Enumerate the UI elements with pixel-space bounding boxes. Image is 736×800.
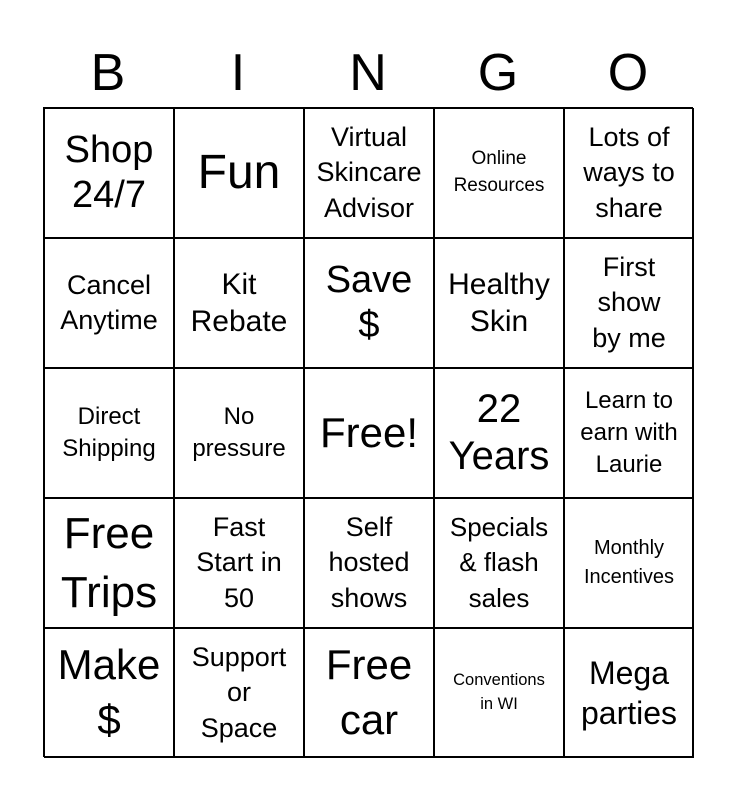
bingo-header — [43, 40, 693, 106]
bingo-cell[interactable]: First show by me — [564, 238, 694, 368]
bingo-cell[interactable]: Monthly Incentives — [564, 498, 694, 628]
bingo-board — [43, 107, 693, 757]
bingo-cell[interactable]: Cancel Anytime — [44, 238, 174, 368]
bingo-cell[interactable]: Save $ — [304, 238, 434, 368]
bingo-cell[interactable]: Fast Start in 50 — [174, 498, 304, 628]
bingo-cell[interactable]: Online Resources — [434, 108, 564, 238]
bingo-cell[interactable]: No pressure — [174, 368, 304, 498]
bingo-cell[interactable]: Free car — [304, 628, 434, 758]
bingo-cell[interactable]: 22 Years — [434, 368, 564, 498]
bingo-cell[interactable]: Virtual Skincare Advisor — [304, 108, 434, 238]
header-letter-n: N — [349, 44, 387, 102]
bingo-cell[interactable]: Free Trips — [44, 498, 174, 628]
bingo-cell[interactable]: Support or Space — [174, 628, 304, 758]
bingo-cell[interactable]: Kit Rebate — [174, 238, 304, 368]
bingo-cell[interactable]: Conventions in WI — [434, 628, 564, 758]
bingo-cell[interactable]: Learn to earn with Laurie — [564, 368, 694, 498]
bingo-cell[interactable]: Self hosted shows — [304, 498, 434, 628]
bingo-cell[interactable]: Healthy Skin — [434, 238, 564, 368]
header-letter-b: B — [90, 44, 126, 102]
header-letter-g: G — [477, 44, 519, 102]
bingo-cell[interactable]: Specials & flash sales — [434, 498, 564, 628]
header-letter-o: O — [607, 44, 649, 102]
bingo-cell[interactable]: Lots of ways to share — [564, 108, 694, 238]
bingo-cell[interactable]: Free! — [304, 368, 434, 498]
bingo-cell[interactable]: Mega parties — [564, 628, 694, 758]
bingo-cell[interactable]: Fun — [174, 108, 304, 238]
bingo-cell[interactable]: Direct Shipping — [44, 368, 174, 498]
header-letter-i: I — [230, 44, 246, 102]
bingo-cell[interactable]: Shop 24/7 — [44, 108, 174, 238]
bingo-cell[interactable]: Make $ — [44, 628, 174, 758]
